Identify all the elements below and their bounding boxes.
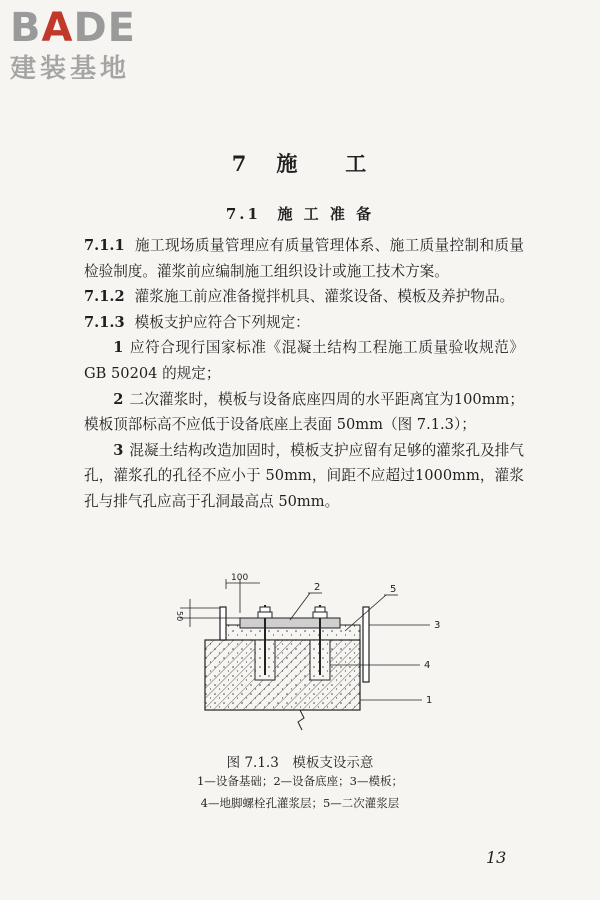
body-text [84, 233, 524, 515]
logo-wordmark [10, 6, 136, 50]
formwork-left [220, 607, 226, 640]
clause-number: 7.1.1 [84, 237, 125, 254]
dim-50-label: 50 [175, 611, 184, 622]
logo-letters-pre: B [10, 5, 42, 51]
logo-letters-post: DE [73, 5, 136, 51]
clause-text: 施工现场质量管理应有质量管理体系、施工质量控制和质量检验制度。灌浆前应编制施工组织设计或施工技术方案。 [84, 237, 524, 280]
subitem-number: 2 [113, 390, 124, 408]
subitem-1 [84, 335, 524, 386]
logo-subtitle: 建装基地 [10, 54, 131, 84]
subitem-3 [84, 438, 524, 515]
clause-number: 7.1.2 [84, 288, 125, 306]
label-1: 1 [426, 695, 433, 706]
page-number: 13 [486, 848, 507, 867]
label-5: 5 [390, 584, 397, 595]
chapter-heading [0, 148, 600, 178]
label-4: 4 [424, 660, 431, 671]
section-heading [0, 203, 600, 224]
bade-logo [10, 6, 136, 86]
subitem-number: 3 [113, 441, 124, 459]
formwork-right [363, 607, 369, 682]
subitem-2 [84, 387, 524, 438]
clause-number: 7.1.3 [84, 313, 125, 331]
label-2: 2 [314, 582, 321, 593]
clause-7-1-2 [84, 284, 524, 310]
clause-7-1-1 [84, 233, 524, 284]
subitem-text: 混凝土结构改造加固时，模板支护应留有足够的灌浆孔及排气孔，灌浆孔的孔径不应小于 50mm，间距不应超过1000mm，灌浆孔与排气孔应高于孔洞最高点 50mm。 [84, 441, 524, 510]
break-mark [298, 710, 304, 730]
section-title: 施 工 准 备 [277, 205, 375, 223]
figure-legend-line-2: 4—地脚螺栓孔灌浆层；5—二次灌浆层 [200, 796, 400, 810]
figure-legend-line-1: 1—设备基础；2—设备底座；3—模板； [197, 774, 403, 788]
figure-caption: 图 7.1.3 模板支设示意 [226, 755, 374, 771]
logo-letter-accent: A [41, 5, 74, 51]
formwork-diagram [150, 565, 450, 745]
chapter-title: 施 工 [276, 151, 369, 176]
subitem-number: 1 [113, 339, 124, 357]
subitem-text: 应符合现行国家标准《混凝土结构工程施工质量验收规范》GB 50204 的规定； [84, 339, 524, 382]
chapter-number: 7 [231, 151, 249, 176]
clause-text: 模板支护应符合下列规定： [134, 313, 310, 331]
clause-text: 灌浆施工前应准备搅拌机具、灌浆设备、模板及养护物品。 [134, 288, 515, 306]
subitem-text: 二次灌浆时，模板与设备底座四周的水平距离宜为100mm；模板顶部标高不应低于设备底座上表面 50mm（图 7.1.3）； [84, 390, 524, 434]
dim-100-label: 100 [231, 573, 249, 583]
label-3: 3 [434, 620, 441, 631]
clause-7-1-3 [84, 310, 524, 336]
section-number: 7.1 [225, 205, 261, 223]
